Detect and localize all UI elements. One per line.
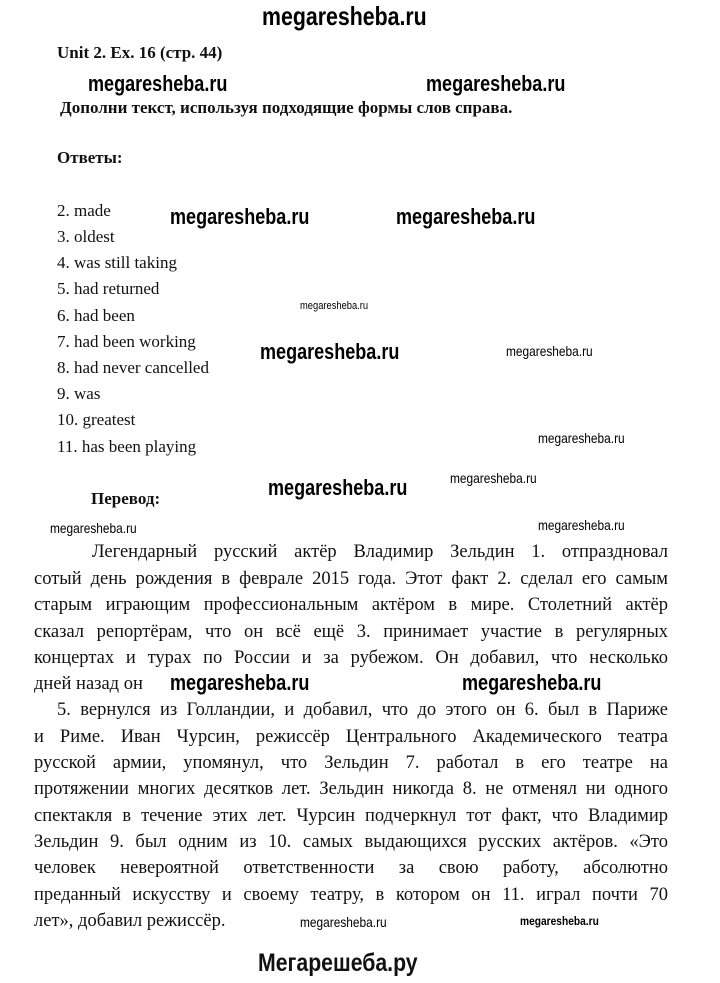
answer-item: 3. oldest bbox=[57, 227, 115, 246]
translation-line: концертах и турах по России и за рубежом. Он добавил, что несколько bbox=[34, 648, 668, 668]
watermark: megaresheba.ru bbox=[538, 430, 625, 446]
watermark: megaresheba.ru bbox=[300, 914, 387, 930]
answer-item: 8. had never cancelled bbox=[57, 358, 209, 377]
watermark: megaresheba.ru bbox=[426, 71, 566, 96]
answer-item: 4. was still taking bbox=[57, 253, 177, 272]
answer-item: 9. was bbox=[57, 384, 101, 403]
instruction: Дополни текст, используя подходящие формы слов справа. bbox=[60, 98, 513, 117]
answer-item: 11. has been playing bbox=[57, 437, 197, 456]
translation-line: Зельдин 9. был одним из 10. самых выдающихся русских актёров. «Это bbox=[34, 832, 668, 852]
exercise-title: Unit 2. Ex. 16 (стр. 44) bbox=[57, 43, 223, 62]
watermark: megaresheba.ru bbox=[450, 470, 537, 486]
answer-item: 2. made bbox=[57, 201, 111, 220]
translation-line: русской армии, упомянул, что Зельдин 7. работал в его театре на bbox=[34, 753, 668, 773]
watermark: megaresheba.ru bbox=[538, 517, 625, 533]
answer-item: 7. had been working bbox=[57, 332, 196, 351]
watermark: megaresheba.ru bbox=[462, 670, 602, 695]
translation-line: старым играющим профессиональным актёром в мире. Столетний актёр bbox=[34, 595, 668, 615]
site-header[interactable]: megaresheba.ru bbox=[262, 1, 427, 31]
watermark: megaresheba.ru bbox=[396, 204, 536, 229]
translation-line: спектакля в течение этих лет. Чурсин подчеркнул тот факт, что Владимир bbox=[34, 806, 668, 826]
watermark: megaresheba.ru bbox=[170, 204, 310, 229]
answer-item: 6. had been bbox=[57, 306, 135, 325]
translation-heading: Перевод: bbox=[91, 489, 161, 508]
watermark: megaresheba.ru bbox=[506, 343, 593, 359]
answer-item: 5. had returned bbox=[57, 279, 160, 298]
translation-line: сотый день рождения в феврале 2015 года. Этот факт 2. сделал его самым bbox=[34, 569, 668, 589]
translation-line: и Риме. Иван Чурсин, режиссёр Центрального Академического театра bbox=[34, 727, 668, 747]
watermark: megaresheba.ru bbox=[88, 71, 228, 96]
answer-item: 10. greatest bbox=[57, 410, 136, 429]
watermark: megaresheba.ru bbox=[300, 300, 369, 312]
translation-line: лет», добавил режиссёр. bbox=[34, 911, 226, 931]
translation-line: Легендарный русский актёр Владимир Зельдин 1. отпраздновал bbox=[92, 542, 668, 562]
translation-line: преданный искусству и своему театру, в котором он 11. играл почти 70 bbox=[34, 885, 668, 905]
translation-line: дней назад он bbox=[34, 674, 143, 694]
translation-line: протяжении многих десятков лет. Зельдин никогда 8. не отменял ни одного bbox=[34, 779, 668, 799]
translation-line: 5. вернулся из Голландии, и добавил, что до этого он 6. был в Париже bbox=[57, 700, 668, 720]
watermark: megaresheba.ru bbox=[520, 914, 599, 928]
watermark: megaresheba.ru bbox=[170, 670, 310, 695]
site-footer[interactable]: Мегарешеба.ру bbox=[258, 949, 418, 977]
translation-line: человек невероятной ответственности за свою работу, абсолютно bbox=[34, 858, 668, 878]
answers-heading: Ответы: bbox=[57, 148, 123, 167]
watermark: megaresheba.ru bbox=[268, 475, 408, 500]
watermark: megaresheba.ru bbox=[50, 520, 137, 536]
translation-line: сказал репортёрам, что он всё ещё 3. принимает участие в регулярных bbox=[34, 622, 668, 642]
watermark: megaresheba.ru bbox=[260, 339, 400, 364]
